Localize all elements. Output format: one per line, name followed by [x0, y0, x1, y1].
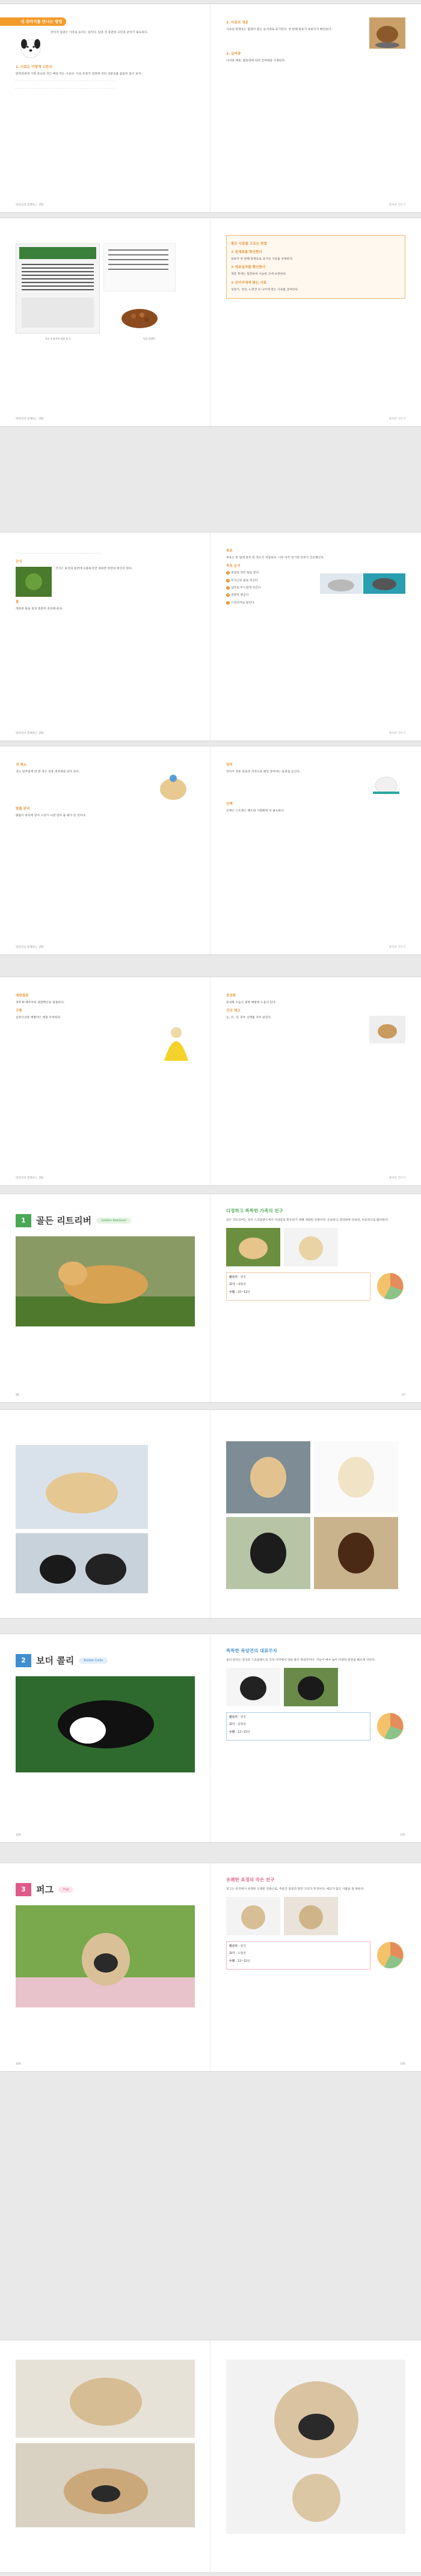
info-row: 크기 : 중형견: [229, 1723, 246, 1727]
puppy-photo: [152, 770, 194, 804]
spread-pug-photos: [0, 2340, 421, 2573]
tip-box: [226, 235, 405, 299]
pug-photo: [16, 1905, 195, 2007]
page-right: [210, 1634, 421, 1842]
intro-title: 다정하고 똑똑한 가족의 친구: [226, 1208, 283, 1213]
footer-right: 강아지 기르기: [389, 1176, 405, 1180]
bath-photo: [363, 573, 405, 594]
info-table: [226, 1941, 370, 1970]
footer-left: 반려견과 함께하는 생활: [16, 1176, 44, 1180]
section-heading: 예방접종: [16, 994, 29, 998]
section-text: 깨끗한 물을 항상 충분히 준비해 둔다.: [16, 608, 63, 611]
chapter-title: 내 강아지를 만나는 방법: [0, 17, 66, 26]
page-right: [210, 1194, 421, 1402]
spread-pug: [0, 1863, 421, 2072]
golden-photo: [314, 1441, 398, 1513]
golden-photo: [16, 1445, 148, 1529]
intro-text: 퍼그는 중국에서 유래한 오래된 견종으로, 주름진 얼굴과 말린 꼬리가 특징이다. 애교가 많고 사람을 잘 따른다.: [226, 1888, 364, 1891]
section-heading: 목욕 순서: [226, 564, 241, 569]
numbered-item: 5 드라이어로 말린다: [227, 600, 254, 605]
spread-2: [0, 218, 421, 427]
bath-photo: [320, 573, 362, 594]
intro-text: 강아지 입양은 가족을 늘리는 일이다. 입양 전 충분한 고민과 준비가 필요하다.: [51, 31, 148, 34]
page-left: · · · · · · · · · · · · · · · · · · · · · · · · · · · · · · · · · · · · · · · · · · · · · · · 간식 간식은 보상과 훈련에 유용하지만 과하면 비만의 원인이 된다. 물 깨끗한 물을 항상 충분히 준비해 둔다. 반려견과 함께하는 생활: [0, 533, 210, 740]
section-heading: ② 제조일자를 확인한다: [231, 266, 266, 270]
section-text: 성장기, 성견, 노령견 등 나이에 맞는 사료를 급여한다.: [231, 288, 299, 291]
section-heading: 목욕: [226, 549, 233, 553]
pie-graphic: [375, 1940, 405, 1970]
section-text: 육류가 첫 번째 원재료로 표기된 사료를 선택한다.: [231, 257, 293, 261]
section-text: 개봉 후에는 밀봉하여 서늘한 곳에 보관한다.: [231, 273, 287, 276]
section-text: 목욕은 한 달에 한두 번 정도가 적당하다. 너무 자주 씻기면 피부가 건조해진다.: [226, 556, 325, 560]
section-heading: 발톱 관리: [16, 807, 30, 811]
info-table: [226, 1712, 370, 1741]
section-text: 중성화 수술은 질병 예방에 도움이 된다.: [226, 1001, 277, 1004]
section-text: 간식은 보상과 훈련에 유용하지만 과하면 비만의 원인이 된다.: [55, 567, 133, 571]
breed-name: 골든 리트리버: [36, 1215, 92, 1226]
toothbrush-photo: [367, 770, 405, 799]
section-heading: 2. 사료의 성분: [226, 21, 248, 25]
spread-3: [0, 532, 421, 741]
section-heading: 귀 청소: [16, 763, 27, 767]
info-row: 원산지 : 영국: [229, 1715, 246, 1719]
caption: 사료 포장지의 성분 표기: [45, 337, 71, 340]
section-text: 나이와 체중, 활동량에 따라 급여량을 조절한다.: [226, 59, 286, 63]
info-row: 수명 : 12~15년: [229, 1730, 250, 1734]
pug-puppies-photo: [226, 2360, 405, 2534]
breed-name: 퍼그: [36, 1884, 54, 1895]
info-row: 원산지 : 중국: [229, 1944, 246, 1948]
pug-photo: [16, 2443, 195, 2527]
page-left: [0, 2340, 210, 2572]
page-left: [0, 746, 210, 954]
pug-puppy-photo: [226, 1897, 280, 1935]
treat-photo: [16, 567, 52, 597]
page-number: 105: [400, 2062, 405, 2066]
page-right: [210, 746, 421, 954]
section-text: 발톱이 바닥에 닿아 소리가 나면 깎아 줄 때가 된 것이다.: [16, 814, 87, 817]
footer-right: 강아지 기르기: [389, 203, 405, 207]
intro-text: 골든 리트리버는 영국 스코틀랜드에서 사냥감을 회수하기 위해 개량된 견종이다. 온순하고 영리하여 안내견, 치료견으로 활약한다.: [226, 1219, 389, 1222]
pie-graphic: [375, 1271, 405, 1301]
info-row: 크기 : 대형견: [229, 1283, 246, 1287]
page-right: [210, 1410, 421, 1618]
border-collie-puppy-photo: [226, 1668, 280, 1706]
spread-4: [0, 746, 421, 955]
breed-number: 1: [16, 1214, 31, 1227]
info-row: 수명 : 12~15년: [229, 1959, 250, 1963]
section-heading: ③ 강아지에게 맞는 사료: [231, 281, 267, 285]
footer-right: 강아지 기르기: [389, 945, 405, 949]
numbered-item: 3 샴푸로 부드럽게 씻긴다: [227, 586, 261, 590]
section-heading: 1. 사료는 이렇게 고른다: [16, 66, 52, 69]
intro-text: 보더 콜리는 영국과 스코틀랜드의 국경 지역에서 양을 몰던 목양견이다. 지능이 매우 높아 다양한 훈련을 빠르게 익힌다.: [226, 1659, 376, 1662]
page-number: 104: [16, 2062, 21, 2066]
spread-golden: [0, 1194, 421, 1403]
footer-right: 강아지 기르기: [389, 731, 405, 735]
border-collie-photo: [16, 1676, 195, 1772]
breed-name: 보더 콜리: [36, 1655, 75, 1666]
black-dog-photo: [226, 1517, 310, 1589]
breed-number: 3: [16, 1883, 31, 1896]
food-label-photo: [16, 243, 100, 334]
spread-1: [0, 4, 421, 213]
info-row: 크기 : 소형견: [229, 1952, 246, 1956]
info-row: 원산지 : 영국: [229, 1275, 246, 1279]
info-row: 수명 : 10~12년: [229, 1290, 250, 1294]
page-right: [210, 533, 421, 740]
numbered-item: 2 미지근한 물로 적신다: [227, 578, 258, 582]
page-number: 101: [400, 1833, 405, 1837]
spread-border: [0, 1634, 421, 1843]
page-number: 97: [402, 1393, 405, 1397]
box-title: 좋은 사료를 고르는 방법: [231, 242, 267, 246]
section-text: 눈, 코, 귀, 피부 상태를 자주 살핀다.: [226, 1016, 272, 1020]
page-left: 내 강아지를 만나는 방법 강아지 입양은 가족을 늘리는 일이다. 입양 전 충분한 고민과 준비가 필요하다. 1. 사료는 이렇게 고른다 반려견에게 가장 중요한 것은 매일 먹는 사료다. 사료 포장지 뒷면에 적힌 성분표를 꼼꼼히 읽어 보자. · · · · · · · · · · · · · · · · · · · · · · · · · · · · · · · · · · · · · · · · · · · · · · · · · · · · · · · · · · · · · · · · · · · · · · · · · · · · · · · · · · · · · · · · · · · · · · · · · · · · · · · · · · · · · 반려견과 함께하는 생활: [0, 4, 210, 212]
golden-puppy-photo: [226, 1228, 280, 1266]
section-heading: 양치: [226, 763, 233, 767]
numbered-item: 1 빗질로 엉킨 털을 푼다: [227, 571, 259, 575]
section-heading: 중성화: [226, 994, 236, 998]
vet-photo: [369, 1016, 405, 1043]
section-heading: 구충: [16, 1009, 22, 1013]
page-left: [0, 1194, 210, 1402]
section-text: 강아지 전용 칫솔과 치약으로 매일 양치하는 습관을 들인다.: [226, 770, 301, 774]
black-dogs-photo: [16, 1533, 148, 1593]
spread-golden-photos: [0, 1409, 421, 1619]
footer-left: 반려견과 함께하는 생활: [16, 417, 44, 421]
caption: 사료 알갱이: [143, 337, 155, 340]
page-left: [0, 218, 210, 426]
page-right: [210, 4, 421, 212]
section-heading: 물: [16, 600, 19, 605]
intro-title: 유쾌한 표정의 작은 친구: [226, 1877, 275, 1882]
section-text: 산책은 스트레스 해소와 사회화에 꼭 필요하다.: [226, 809, 285, 813]
breed-en-name: Border Collie: [79, 1658, 108, 1664]
section-heading: 간식: [16, 560, 22, 564]
pug-photo: [16, 2360, 195, 2438]
page-right: [210, 218, 421, 426]
breed-number: 2: [16, 1654, 31, 1667]
dog-eating-photo: [369, 17, 405, 49]
breed-en-name: Pug: [58, 1887, 73, 1893]
info-table: [226, 1272, 370, 1301]
footer-left: 반려견과 함께하는 생활: [16, 203, 44, 207]
golden-photo: [226, 1441, 310, 1513]
section-heading: 건강 체크: [226, 1009, 241, 1013]
section-text: 생후 6~8주부터 종합백신을 접종한다.: [16, 1001, 65, 1004]
page-right: [210, 977, 421, 1185]
section-heading: 산책: [226, 802, 233, 806]
brown-dog-photo: [314, 1517, 398, 1589]
section-heading: ① 원재료를 확인한다: [231, 250, 262, 254]
section-text: 반려견에게 가장 중요한 것은 매일 먹는 사료다. 사료 포장지 뒷면에 적힌 성분표를 꼼꼼히 읽어 보자.: [16, 72, 142, 76]
numbered-item: 4 충분히 헹군다: [227, 593, 249, 597]
golden-photo: [16, 1236, 195, 1326]
page-left: [0, 977, 210, 1185]
section-text: 귀는 일주일에 한 번 정도 전용 세정제로 닦아 준다.: [16, 770, 80, 774]
footer-left: 반려견과 함께하는 생활: [16, 945, 44, 949]
page-left: [0, 1634, 210, 1842]
section-text: 사료의 원재료는 함량이 많은 순서대로 표기된다. 첫 번째 원료가 육류인지 확인한다.: [226, 28, 332, 31]
intro-title: 똑똑한 목양견의 대표주자: [226, 1648, 277, 1653]
section-heading: 3. 급여량: [226, 52, 241, 56]
page-left: [0, 1410, 210, 1618]
food-bag-photo: [103, 243, 176, 291]
page-number: 100: [16, 1833, 21, 1837]
page-right: [210, 1863, 421, 2071]
footer-right: 강아지 기르기: [389, 417, 405, 421]
border-collie-photo: [284, 1668, 338, 1706]
towel-puppy-photo: [158, 1016, 194, 1064]
page-left: [0, 1863, 210, 2071]
kibble-photo: [103, 297, 176, 333]
puppy-photo: [16, 31, 46, 62]
breed-en-name: Golden Retriever: [96, 1218, 131, 1224]
footer-left: 반려견과 함께하는 생활: [16, 731, 44, 735]
spread-5: [0, 977, 421, 1186]
page-number: 96: [16, 1393, 19, 1397]
pug-photo: [284, 1897, 338, 1935]
section-text: 심장사상충 예방약은 매달 투여한다.: [16, 1016, 61, 1020]
golden-puppy-photo: [284, 1228, 338, 1266]
pie-graphic: [375, 1711, 405, 1741]
page-right: [210, 2340, 421, 2572]
